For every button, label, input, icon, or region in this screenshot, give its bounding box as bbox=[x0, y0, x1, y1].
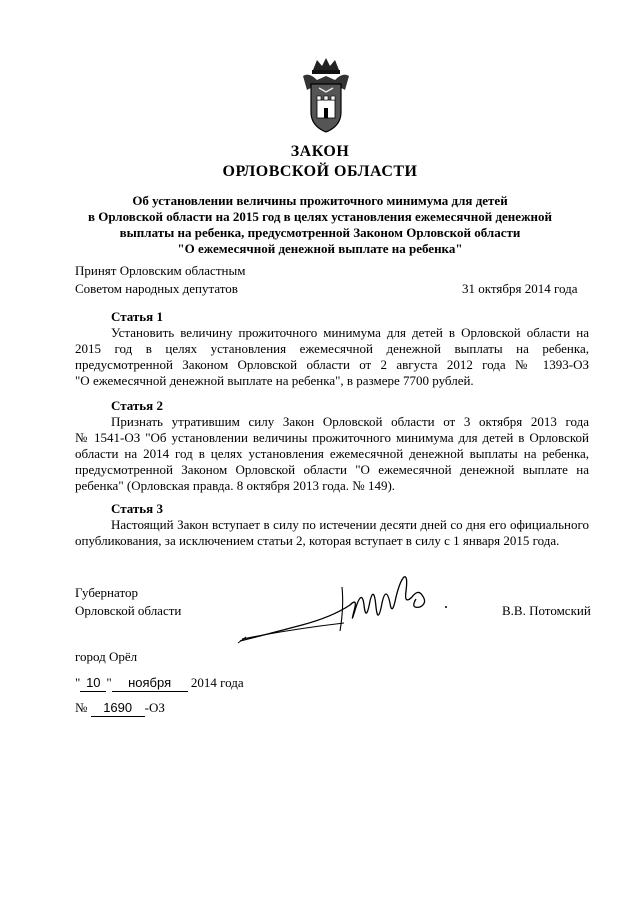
article-1-body bbox=[75, 325, 589, 389]
article-3-body bbox=[75, 517, 589, 549]
subtitle-line: в Орловской области на 2015 год в целях установления ежемесячной денежной bbox=[88, 209, 552, 224]
date-month: ноября bbox=[112, 675, 188, 692]
article-line: Установить величину прожиточного минимума для детей в Орловской области на bbox=[111, 325, 589, 340]
law-number: 1690 bbox=[91, 700, 145, 717]
signer-name: В.В. Потомский bbox=[502, 603, 591, 618]
date-line bbox=[75, 675, 244, 692]
date-open-quote: " bbox=[75, 675, 81, 690]
article-line: № 1541-ОЗ "Об установлении величины прожиточного минимума для детей в Орловской bbox=[75, 430, 589, 445]
subtitle-line: "О ежемесячной денежной выплате на ребенка" bbox=[177, 241, 463, 256]
article-line: ребенка" (Орловская правда. 8 октября 2013 года. № 149). bbox=[75, 478, 396, 493]
article-2-body bbox=[75, 414, 589, 494]
article-line: предусмотренной Законом Орловской области от 2 августа 2012 года № 1393-ОЗ bbox=[75, 357, 589, 372]
article-line: опубликования, за исключением статьи 2, которая вступает в силу с 1 января 2015 года. bbox=[75, 533, 560, 548]
handwritten-signature bbox=[232, 567, 452, 647]
article-line: Признать утратившим силу Закон Орловской области от 3 октября 2013 года bbox=[111, 414, 589, 429]
article-line: Настоящий Закон вступает в силу по истечении десяти дней со дня его официального bbox=[111, 517, 589, 532]
orel-oblast-coat-of-arms-icon bbox=[299, 56, 353, 134]
number-line bbox=[75, 700, 165, 717]
law-region-title: ОРЛОВСКОЙ ОБЛАСТИ bbox=[222, 163, 418, 180]
date-day: 10 bbox=[80, 675, 106, 692]
article-line: 2015 год в целях установления ежемесячной денежной выплаты на ребенка, bbox=[75, 341, 589, 356]
article-1-heading: Статья 1 bbox=[111, 309, 163, 324]
subtitle-line: Об установлении величины прожиточного минимума для детей bbox=[132, 193, 508, 208]
article-line: предусмотренной Законом Орловской области "О ежемесячной денежной выплате на bbox=[75, 462, 589, 477]
law-title: ЗАКОН bbox=[290, 143, 350, 160]
number-prefix: № bbox=[75, 700, 88, 715]
number-suffix: -ОЗ bbox=[144, 700, 165, 715]
date-year: 2014 года bbox=[190, 675, 244, 690]
adoption-line1: Принят Орловским областным bbox=[75, 263, 246, 278]
signer-title-line2: Орловской области bbox=[75, 603, 182, 618]
article-3-heading: Статья 3 bbox=[111, 501, 163, 516]
article-line: области на 2014 год в целях установления ежемесячной денежной выплаты на ребенка, bbox=[75, 446, 589, 461]
adoption-line2: Советом народных депутатов bbox=[75, 281, 238, 296]
date-close-quote: " bbox=[106, 675, 112, 690]
place: город Орёл bbox=[75, 649, 138, 664]
adoption-date: 31 октября 2014 года bbox=[462, 281, 578, 296]
subtitle-line: выплаты на ребенка, предусмотренной Законом Орловской области bbox=[119, 225, 521, 240]
law-subtitle bbox=[0, 193, 640, 257]
article-line: "О ежемесячной денежной выплате на ребенка", в размере 7700 рублей. bbox=[75, 373, 474, 388]
article-2-heading: Статья 2 bbox=[111, 398, 163, 413]
signer-title-line1: Губернатор bbox=[75, 585, 138, 600]
